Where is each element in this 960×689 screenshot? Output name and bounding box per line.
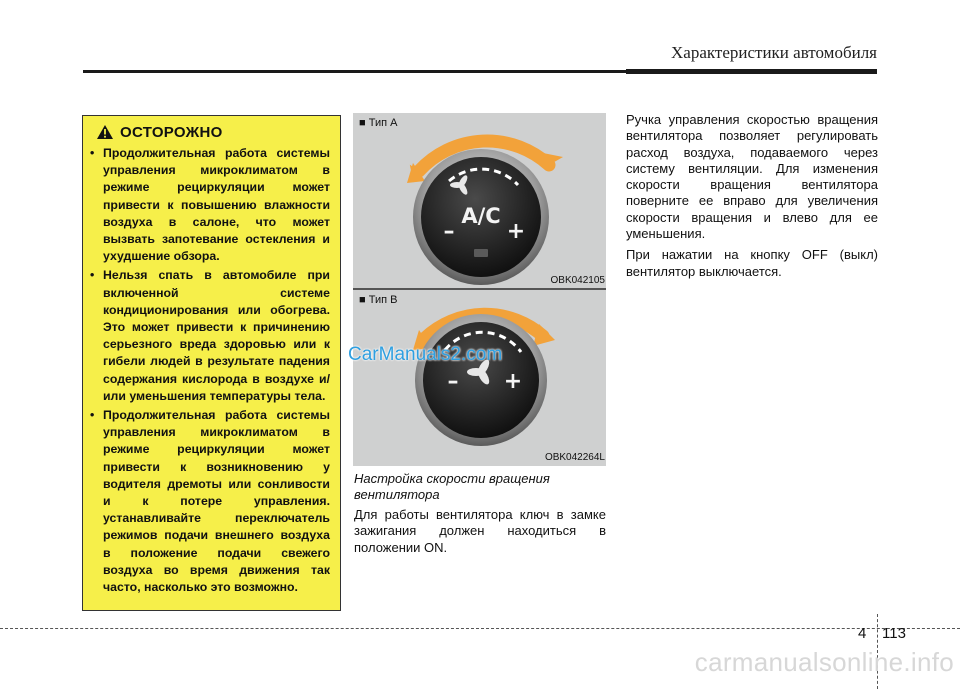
warning-list [90, 145, 330, 598]
watermark-carmanuals2[interactable]: CarManuals2.com [348, 344, 503, 365]
knob-b-minus: – [447, 369, 459, 394]
figure-type-a [353, 113, 606, 289]
chapter-number: 4 [858, 625, 867, 642]
figure-type-b [353, 290, 606, 466]
warning-item: • Продолжительная работа системы управления микроклиматом в режиме рециркуляции может привести к возникновению у водителя дремоты или сонливости и к потере управления. устанавливайте переключатель режимов подачи внешнего воздуха в положение подачи свежего воздуха во время движения так часто, насколько это возможно. [90, 408, 330, 595]
section-text: Для работы вентилятора ключ в замке зажигания должен находиться в положении ON. [354, 507, 606, 555]
paragraph: При нажатии на кнопку OFF (выкл) вентилятор выключается. [626, 247, 878, 279]
warning-item: • Нельзя спать в автомобиле при включенной системе кондиционирования или обогрева. Это может привести к причинению серьезного вреда здоровью или к гибели людей в результате падения содержания кислорода в воздухе и/или уменьшения температуры тела. [90, 268, 330, 403]
right-column-text [626, 112, 878, 285]
figure-a-code: OBK042105 [550, 275, 605, 286]
knob-a-label: A/C [461, 204, 501, 228]
warning-item: • Продолжительная работа системы управления микроклиматом в режиме рециркуляции может привести к повышению влажности воздуха в салоне, что может вызвать запотевание остекления и ухудшение обзора. [90, 146, 330, 264]
knob-a-plus: + [506, 219, 526, 244]
knob-a-minus: – [443, 219, 455, 244]
figure-b-code: OBK042264L [544, 452, 605, 463]
footer-dashed-line [0, 628, 960, 629]
knob-b-plus: + [503, 369, 523, 394]
paragraph: Ручка управления скоростью вращения вентилятора позволяет регулировать расход воздуха, подаваемого через систему вентиляции. Для изменения скорости вращения вентилятора поверните ее вправо для увеличения скорости вращения и влево для ее уменьшения. [626, 112, 878, 242]
section-title: Настройка скорости вращения вентилятора [354, 471, 550, 502]
page-header-title: Характеристики автомобиля [671, 43, 877, 62]
fan-knob-b-illustration [353, 290, 606, 466]
figure-a-label: ■ Тип A [359, 117, 398, 129]
fan-knob-a-illustration [353, 113, 606, 289]
warning-title: ОСТОРОЖНО [120, 123, 223, 141]
warning-heading [96, 121, 223, 143]
page-number: 113 [882, 625, 906, 642]
figure-b-label: ■ Тип B [359, 294, 398, 306]
header-rule-accent [626, 69, 877, 74]
warning-triangle-icon [96, 124, 114, 140]
watermark-carmanualsonline[interactable]: carmanualsonline.info [694, 647, 954, 677]
